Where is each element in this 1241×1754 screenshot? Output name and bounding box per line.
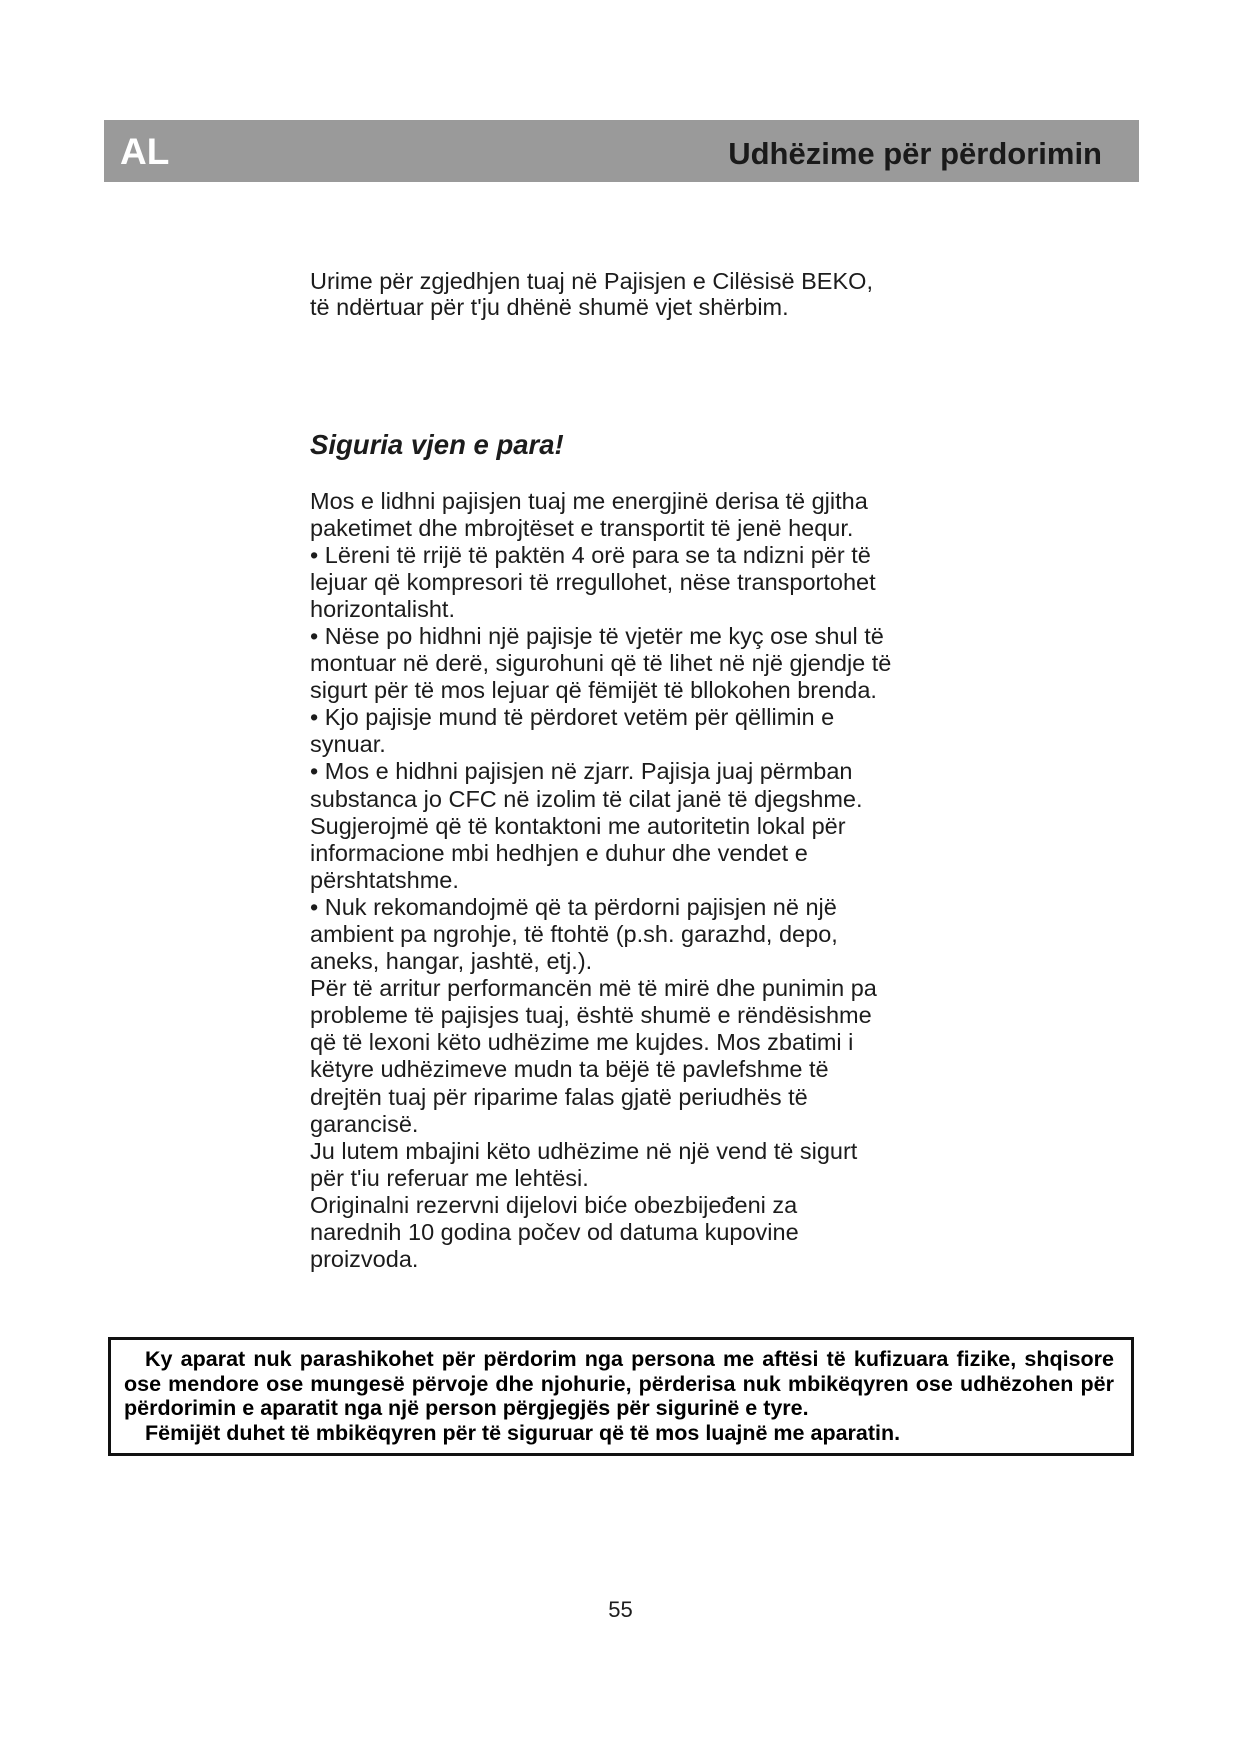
instruction-line: narednih 10 godina počev od datuma kupovine	[310, 1219, 799, 1246]
intro-text	[310, 268, 873, 320]
instruction-line: • Lëreni të rrijë të paktën 4 orë para se ta ndizni për të	[310, 541, 871, 568]
instruction-line: informacione mbi hedhjen e duhur dhe vendet e	[310, 839, 808, 866]
notice-line: Ky aparat nuk parashikohet për përdorim nga persona me aftësi të kufizuara fizike, shqisore	[145, 1347, 1114, 1371]
notice-line: Fëmijët duhet të mbikëqyren për të siguruar që të mos luajnë me aparatin.	[145, 1420, 901, 1445]
warning-notice-box	[108, 1337, 1134, 1456]
instruction-line: këtyre udhëzimeve mudn ta bëjë të pavlefshme të	[310, 1056, 829, 1083]
instruction-line: Ju lutem mbajini këto udhëzime në një vend të sigurt	[310, 1137, 858, 1164]
safety-instructions	[310, 488, 891, 1274]
instruction-line: • Nuk rekomandojmë që ta përdorni pajisjen në një	[310, 893, 837, 920]
instruction-line: për t'iu referuar me lehtësi.	[310, 1164, 589, 1191]
instruction-line: që të lexoni këto udhëzime me kujdes. Mos zbatimi i	[310, 1029, 854, 1056]
instruction-line: substanca jo CFC në izolim të cilat janë të djegshme.	[310, 785, 863, 812]
instruction-line: Originalni rezervni dijelovi biće obezbijeđeni za	[310, 1191, 798, 1218]
instruction-line: lejuar që kompresori të rregullohet, nëse transportohet	[310, 568, 876, 595]
page-number: 55	[608, 1597, 633, 1622]
instruction-line: sigurt për të mos lejuar që fëmijët të bllokohen brenda.	[310, 677, 877, 704]
instruction-line: proizvoda.	[310, 1246, 419, 1273]
instruction-line: Sugjerojmë që të kontaktoni me autoritetin lokal për	[310, 812, 846, 839]
instruction-line: garancisë.	[310, 1110, 419, 1137]
notice-line: përdorimin e aparatit nga një person përgjegjës për sigurinë e tyre.	[124, 1396, 809, 1421]
instruction-line: drejtën tuaj për riparime falas gjatë periudhës të	[310, 1083, 808, 1110]
intro-line: të ndërtuar për t'ju dhënë shumë vjet shërbim.	[310, 294, 789, 320]
instruction-line: synuar.	[310, 731, 386, 758]
instruction-line: • Mos e hidhni pajisjen në zjarr. Pajisja juaj përmban	[310, 758, 853, 785]
page-title: Udhëzime për përdorimin	[728, 135, 1102, 171]
instruction-line: • Kjo pajisje mund të përdoret vetëm për qëllimin e	[310, 704, 835, 731]
intro-line: Urime për zgjedhjen tuaj në Pajisjen e Cilësisë BEKO,	[310, 268, 873, 294]
language-code: AL	[120, 130, 170, 172]
instruction-line: Mos e lidhni pajisjen tuaj me energjinë derisa të gjitha	[310, 487, 868, 514]
instruction-line: montuar në derë, sigurohuni që të lihet në një gjendje të	[310, 650, 892, 677]
instruction-line: • Nëse po hidhni një pajisje të vjetër me kyç ose shul të	[310, 622, 884, 649]
instruction-line: Për të arritur performancën më të mirë dhe punimin pa	[310, 975, 877, 1002]
instruction-line: horizontalisht.	[310, 595, 455, 622]
header-bar	[104, 120, 1139, 182]
instruction-line: paketimet dhe mbrojtëset e transportit të jenë hequr.	[310, 514, 854, 541]
section-heading: Siguria vjen e para!	[310, 429, 564, 460]
instruction-line: probleme të pajisjes tuaj, është shumë e rëndësishme	[310, 1002, 872, 1029]
instruction-line: aneks, hangar, jashtë, etj.).	[310, 948, 593, 975]
instruction-line: ambient pa ngrohje, të ftohtë (p.sh. garazhd, depo,	[310, 921, 838, 947]
instruction-line: përshtatshme.	[310, 866, 459, 893]
notice-line: ose mendore ose mungesë përvoje dhe njohurie, përderisa nuk mbikëqyren ose udhëzohen për	[124, 1371, 1114, 1396]
